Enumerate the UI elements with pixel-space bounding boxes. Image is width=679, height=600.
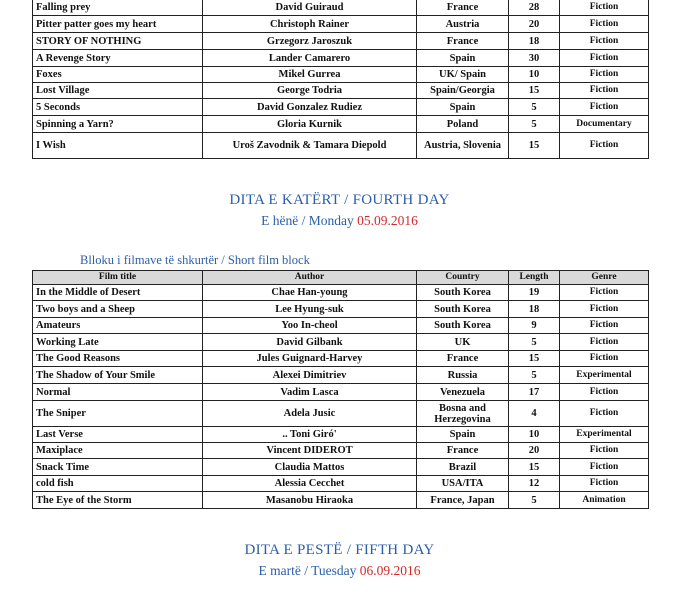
genre-cell: Fiction bbox=[560, 67, 649, 83]
table-row bbox=[33, 67, 649, 83]
length-cell: 19 bbox=[509, 285, 560, 301]
country-cell: France bbox=[417, 33, 509, 50]
author-cell: Adela Jusic bbox=[203, 401, 417, 427]
country-cell: South Korea bbox=[417, 285, 509, 301]
film-title-cell: Normal bbox=[33, 384, 203, 401]
country-cell: Austria, Slovenia bbox=[417, 133, 509, 159]
table-row bbox=[33, 492, 649, 509]
film-title-cell: Pitter patter goes my heart bbox=[33, 16, 203, 33]
genre-cell: Fiction bbox=[560, 384, 649, 401]
length-cell: 9 bbox=[509, 318, 560, 334]
country-cell: France, Japan bbox=[417, 492, 509, 509]
table-row bbox=[33, 16, 649, 33]
country-cell: South Korea bbox=[417, 301, 509, 318]
first-schedule-table bbox=[32, 0, 649, 159]
length-cell: 18 bbox=[509, 33, 560, 50]
author-cell: Uroš Zavodnik & Tamara Diepold bbox=[203, 133, 417, 159]
country-cell: France bbox=[417, 0, 509, 16]
author-cell: Vadim Lasca bbox=[203, 384, 417, 401]
author-cell: Claudia Mattos bbox=[203, 459, 417, 476]
country-cell: France bbox=[417, 443, 509, 459]
film-title-cell: The Good Reasons bbox=[33, 351, 203, 367]
country-cell: France bbox=[417, 351, 509, 367]
table-row bbox=[33, 116, 649, 133]
country-cell: USA/ITA bbox=[417, 476, 509, 492]
table-row bbox=[33, 0, 649, 16]
author-cell: Lander Camarero bbox=[203, 50, 417, 67]
genre-cell: Fiction bbox=[560, 99, 649, 116]
table-row bbox=[33, 351, 649, 367]
table-row bbox=[33, 459, 649, 476]
country-cell: Spain bbox=[417, 427, 509, 443]
genre-cell: Experimental bbox=[560, 427, 649, 443]
column-header-film-title: Film title bbox=[33, 271, 203, 285]
table-row bbox=[33, 50, 649, 67]
film-title-cell: In the Middle of Desert bbox=[33, 285, 203, 301]
table-row bbox=[33, 476, 649, 492]
table-row bbox=[33, 384, 649, 401]
film-title-cell: The Sniper bbox=[33, 401, 203, 427]
author-cell: Masanobu Hiraoka bbox=[203, 492, 417, 509]
author-cell: David Guiraud bbox=[203, 0, 417, 16]
table-row bbox=[33, 427, 649, 443]
film-title-cell: Snack Time bbox=[33, 459, 203, 476]
table-row bbox=[33, 443, 649, 459]
film-title-cell: cold fish bbox=[33, 476, 203, 492]
table-row bbox=[33, 33, 649, 50]
author-cell: Grzegorz Jaroszuk bbox=[203, 33, 417, 50]
film-title-cell: The Shadow of Your Smile bbox=[33, 367, 203, 384]
column-header-length: Length bbox=[509, 271, 560, 285]
length-cell: 20 bbox=[509, 16, 560, 33]
genre-cell: Fiction bbox=[560, 351, 649, 367]
fourth-day-date-line bbox=[0, 213, 679, 229]
length-cell: 28 bbox=[509, 0, 560, 16]
genre-cell: Fiction bbox=[560, 318, 649, 334]
length-cell: 5 bbox=[509, 367, 560, 384]
column-header-genre: Genre bbox=[560, 271, 649, 285]
film-title-cell: Falling prey bbox=[33, 0, 203, 16]
author-cell: Lee Hyung-suk bbox=[203, 301, 417, 318]
film-title-cell: Last Verse bbox=[33, 427, 203, 443]
genre-cell: Fiction bbox=[560, 133, 649, 159]
length-cell: 18 bbox=[509, 301, 560, 318]
author-cell: Jules Guignard-Harvey bbox=[203, 351, 417, 367]
length-cell: 15 bbox=[509, 83, 560, 99]
country-cell: Brazil bbox=[417, 459, 509, 476]
author-cell: Yoo In-cheol bbox=[203, 318, 417, 334]
table-row bbox=[33, 133, 649, 159]
column-header-country: Country bbox=[417, 271, 509, 285]
author-cell: Christoph Rainer bbox=[203, 16, 417, 33]
film-title-cell: A Revenge Story bbox=[33, 50, 203, 67]
film-title-cell: I Wish bbox=[33, 133, 203, 159]
table-row bbox=[33, 334, 649, 351]
genre-cell: Fiction bbox=[560, 459, 649, 476]
fifth-day-title: DITA E PESTË / FIFTH DAY bbox=[244, 542, 435, 558]
film-title-cell: Lost Village bbox=[33, 83, 203, 99]
genre-cell: Fiction bbox=[560, 476, 649, 492]
film-title-cell: 5 Seconds bbox=[33, 99, 203, 116]
author-cell: Alessia Cecchet bbox=[203, 476, 417, 492]
country-cell: UK bbox=[417, 334, 509, 351]
country-cell: Poland bbox=[417, 116, 509, 133]
film-title-cell: Maxiplace bbox=[33, 443, 203, 459]
length-cell: 5 bbox=[509, 492, 560, 509]
table-header-row bbox=[33, 271, 649, 285]
table-row bbox=[33, 301, 649, 318]
table-row bbox=[33, 318, 649, 334]
country-cell: Bosna and Herzegovina bbox=[417, 401, 509, 427]
author-cell: Alexei Dimitriev bbox=[203, 367, 417, 384]
fourth-day-date: 05.09.2016 bbox=[357, 213, 418, 228]
length-cell: 4 bbox=[509, 401, 560, 427]
country-cell: Spain bbox=[417, 99, 509, 116]
genre-cell: Fiction bbox=[560, 0, 649, 16]
short-film-block-label: Blloku i filmave të shkurtër / Short film block bbox=[80, 253, 310, 267]
country-cell: Russia bbox=[417, 367, 509, 384]
genre-cell: Fiction bbox=[560, 443, 649, 459]
author-cell: David Gonzalez Rudiez bbox=[203, 99, 417, 116]
genre-cell: Fiction bbox=[560, 285, 649, 301]
author-cell: Gloria Kurnik bbox=[203, 116, 417, 133]
author-cell: .. Toni Giró' bbox=[203, 427, 417, 443]
length-cell: 5 bbox=[509, 116, 560, 133]
length-cell: 15 bbox=[509, 133, 560, 159]
table-row bbox=[33, 401, 649, 427]
country-cell: UK/ Spain bbox=[417, 67, 509, 83]
country-cell: Spain/Georgia bbox=[417, 83, 509, 99]
length-cell: 5 bbox=[509, 99, 560, 116]
country-cell: Austria bbox=[417, 16, 509, 33]
author-cell: Chae Han-young bbox=[203, 285, 417, 301]
length-cell: 15 bbox=[509, 351, 560, 367]
table-row bbox=[33, 99, 649, 116]
table-row bbox=[33, 83, 649, 99]
fifth-day-date-line bbox=[0, 563, 679, 579]
genre-cell: Fiction bbox=[560, 301, 649, 318]
fourth-day-schedule-table bbox=[32, 270, 649, 509]
fourth-day-title: DITA E KATËRT / FOURTH DAY bbox=[229, 192, 450, 208]
fifth-day-weekday: E martë / Tuesday bbox=[258, 563, 360, 578]
film-title-cell: Spinning a Yarn? bbox=[33, 116, 203, 133]
fourth-day-weekday: E hënë / Monday bbox=[261, 213, 358, 228]
genre-cell: Fiction bbox=[560, 33, 649, 50]
country-cell: South Korea bbox=[417, 318, 509, 334]
author-cell: George Todria bbox=[203, 83, 417, 99]
length-cell: 15 bbox=[509, 459, 560, 476]
film-title-cell: STORY OF NOTHING bbox=[33, 33, 203, 50]
film-title-cell: The Eye of the Storm bbox=[33, 492, 203, 509]
author-cell: Vincent DIDEROT bbox=[203, 443, 417, 459]
genre-cell: Fiction bbox=[560, 83, 649, 99]
length-cell: 20 bbox=[509, 443, 560, 459]
genre-cell: Fiction bbox=[560, 334, 649, 351]
country-cell: Spain bbox=[417, 50, 509, 67]
film-title-cell: Working Late bbox=[33, 334, 203, 351]
author-cell: David Gilbank bbox=[203, 334, 417, 351]
length-cell: 30 bbox=[509, 50, 560, 67]
genre-cell: Fiction bbox=[560, 401, 649, 427]
film-title-cell: Amateurs bbox=[33, 318, 203, 334]
film-title-cell: Foxes bbox=[33, 67, 203, 83]
genre-cell: Fiction bbox=[560, 50, 649, 67]
genre-cell: Animation bbox=[560, 492, 649, 509]
length-cell: 12 bbox=[509, 476, 560, 492]
genre-cell: Fiction bbox=[560, 16, 649, 33]
length-cell: 10 bbox=[509, 427, 560, 443]
author-cell: Mikel Gurrea bbox=[203, 67, 417, 83]
film-title-cell: Two boys and a Sheep bbox=[33, 301, 203, 318]
fifth-day-date: 06.09.2016 bbox=[359, 563, 421, 578]
table-row bbox=[33, 285, 649, 301]
country-cell: Venezuela bbox=[417, 384, 509, 401]
genre-cell: Documentary bbox=[560, 116, 649, 133]
length-cell: 10 bbox=[509, 67, 560, 83]
column-header-author: Author bbox=[203, 271, 417, 285]
length-cell: 17 bbox=[509, 384, 560, 401]
length-cell: 5 bbox=[509, 334, 560, 351]
table-row bbox=[33, 367, 649, 384]
genre-cell: Experimental bbox=[560, 367, 649, 384]
